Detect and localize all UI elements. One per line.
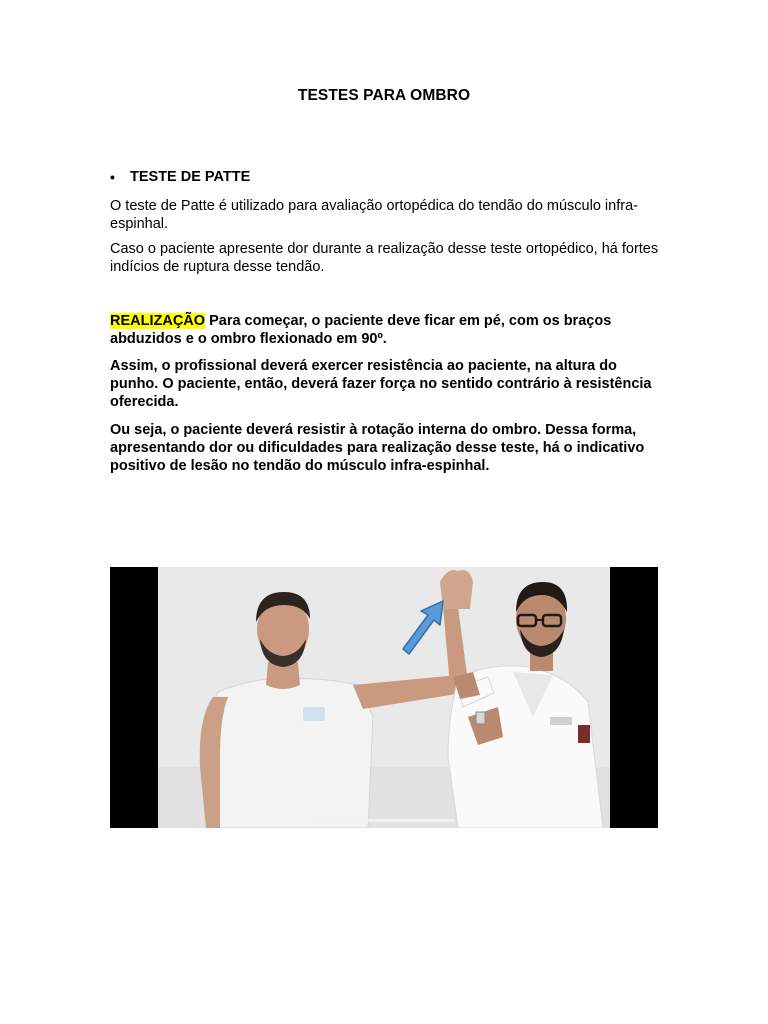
paragraph-realizacao (110, 312, 666, 348)
section-heading-text: TESTE DE PATTE (130, 169, 251, 185)
video-progress-bar[interactable] (313, 819, 455, 822)
patte-test-photo (158, 567, 610, 828)
paragraph-symptoms: Caso o paciente apresente dor durante a realização desse teste ortopédico, há fortes indícios de ruptura desse tendão. (110, 241, 659, 275)
video-content[interactable] (158, 567, 610, 828)
document-title: TESTES PARA OMBRO (297, 87, 471, 104)
section-heading (110, 169, 251, 185)
paragraph-conclusion: Ou seja, o paciente deverá resistir à rotação interna do ombro. Dessa forma, apresentando dor ou dificuldades para realização desse teste, há o indicativo positivo de lesão no tendão do músculo infra-espinhal. (110, 422, 645, 474)
realizacao-highlight: REALIZAÇÃO (110, 313, 206, 329)
paragraph-resistance: Assim, o profissional deverá exercer resistência ao paciente, na altura do punho. O paciente, então, deverá fazer força no sentido contrário à resistência oferecida. (110, 358, 652, 410)
video-frame[interactable] (110, 567, 658, 828)
paragraph-intro: O teste de Patte é utilizado para avaliação ortopédica do tendão do músculo infra-espinhal. (110, 198, 638, 232)
bullet-icon: • (110, 169, 115, 185)
realizacao-text: Para começar, o paciente deve ficar em pé, com os braços abduzidos e o ombro flexionado em 90º. (110, 313, 612, 347)
